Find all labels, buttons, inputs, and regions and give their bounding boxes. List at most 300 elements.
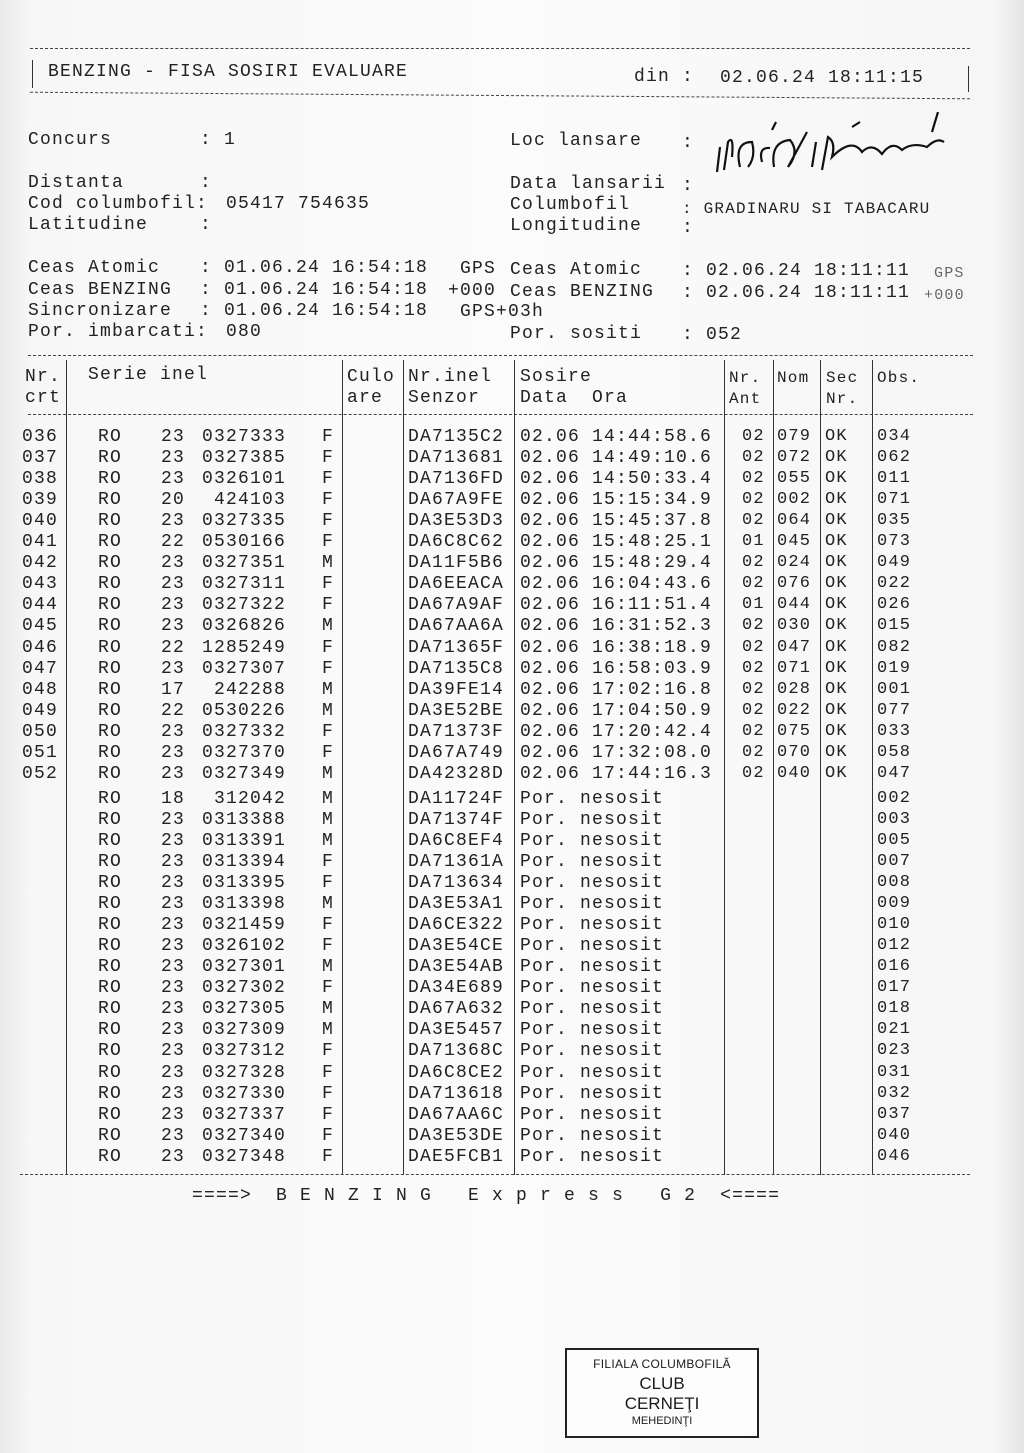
sex: F [322, 936, 335, 957]
sensor-id: DA71365F [408, 637, 505, 658]
sensor-id: DA67A632 [408, 999, 505, 1020]
arrival-time: Por. nesosit [520, 1146, 665, 1167]
latitudine-value: : [200, 215, 213, 235]
row-number: 048 [22, 679, 59, 700]
country: RO [98, 427, 123, 447]
sensor-id: DA3E52BE [408, 700, 505, 721]
ring-year: 23 [161, 999, 186, 1020]
longitudine-value: : [682, 218, 695, 238]
row-number: 046 [22, 637, 59, 658]
ring-year: 23 [161, 1125, 186, 1146]
arrival-time: 02.06 16:38:18.9 [520, 637, 713, 658]
sec-status: OK [825, 448, 848, 468]
sensor-id: DA6C8C62 [408, 532, 505, 553]
sex: M [322, 999, 335, 1020]
row-number: 036 [22, 427, 59, 447]
sec-status: OK [825, 595, 848, 615]
row-number: 043 [22, 574, 59, 595]
latitudine-label: Latitudine [28, 215, 149, 235]
ring-year: 23 [161, 957, 186, 978]
sensor-id: DA39FE14 [408, 679, 505, 700]
country: RO [98, 1041, 123, 1062]
sec-status: OK [825, 490, 848, 510]
ring-number: 0313395 [201, 873, 286, 894]
obs: 058 [877, 742, 912, 762]
divider [30, 48, 970, 49]
nr-ant: 02 [742, 721, 765, 741]
sex: F [322, 742, 335, 763]
nr-ant: 02 [742, 658, 765, 678]
ring-number: 0327333 [201, 427, 286, 447]
row-number: 047 [22, 658, 59, 679]
obs: 015 [877, 616, 912, 636]
loc-lansare-label: Loc lansare [510, 131, 643, 151]
column-divider [872, 360, 873, 1175]
nom: 044 [777, 595, 812, 615]
sex: F [322, 1146, 335, 1167]
sex: F [322, 511, 335, 532]
obs: 031 [877, 1062, 912, 1082]
ring-year: 23 [161, 595, 186, 616]
ring-number: 424103 [213, 490, 286, 511]
arrival-time: 02.06 17:44:16.3 [520, 763, 713, 784]
ring-year: 23 [161, 553, 186, 574]
country: RO [98, 1146, 123, 1167]
concurs-value: : 1 [200, 130, 237, 150]
ring-year: 23 [161, 873, 186, 894]
por-sositi-label: Por. sositi [510, 324, 643, 344]
obs: 082 [877, 637, 912, 657]
nom: 071 [777, 658, 812, 678]
divider [28, 414, 973, 415]
ring-number: 0326826 [201, 616, 286, 637]
header-obs: Obs. [877, 369, 921, 387]
ring-year: 23 [161, 830, 186, 851]
row-number: 049 [22, 700, 59, 721]
clock-value: : 02.06.24 18:11:11 [682, 283, 911, 303]
column-divider [514, 360, 515, 1175]
nom: 022 [777, 700, 812, 720]
sex: F [322, 1062, 335, 1083]
country: RO [98, 830, 123, 851]
country: RO [98, 595, 123, 616]
sec-status: OK [825, 574, 848, 594]
arrival-time: Por. nesosit [520, 1104, 665, 1125]
handwritten-location-signature [712, 112, 962, 192]
obs: 007 [877, 852, 912, 871]
header-nr-inel: Nr.inel [408, 367, 493, 387]
ring-number: 1285249 [201, 637, 286, 658]
divider [30, 92, 970, 100]
arrival-time: Por. nesosit [520, 1125, 665, 1146]
arrival-time: 02.06 16:04:43.6 [520, 574, 713, 595]
sex: M [322, 679, 335, 700]
country: RO [98, 637, 123, 658]
row-number: 037 [22, 448, 59, 469]
obs: 073 [877, 532, 912, 552]
sex: M [322, 957, 335, 978]
sex: F [322, 469, 335, 490]
ring-number: 0327335 [201, 511, 286, 532]
ring-number: 0327311 [201, 574, 286, 595]
sex: F [322, 637, 335, 658]
ring-year: 22 [161, 700, 186, 721]
ring-year: 23 [161, 894, 186, 915]
clock-value: : 01.06.24 16:54:18 [200, 280, 429, 300]
obs: 032 [877, 1083, 912, 1103]
nom: 076 [777, 574, 812, 594]
country: RO [98, 616, 123, 637]
obs: 026 [877, 595, 912, 615]
columbofil-value: : GRADINARU SI TABACARU [682, 200, 931, 218]
sex: M [322, 809, 335, 830]
obs: 047 [877, 763, 912, 783]
row-number: 052 [22, 763, 59, 784]
loc-lansare-value: : [682, 133, 695, 153]
nr-ant: 02 [742, 616, 765, 636]
sensor-id: DA713618 [408, 1083, 505, 1104]
ring-year: 18 [161, 788, 186, 809]
nr-ant: 02 [742, 427, 765, 446]
sensor-id: DA34E689 [408, 978, 505, 999]
arrival-time: Por. nesosit [520, 809, 665, 830]
sensor-id: DA3E5457 [408, 1020, 505, 1041]
clock-suffix: GPS+03h [460, 302, 545, 322]
ring-year: 23 [161, 1062, 186, 1083]
nom: 028 [777, 679, 812, 699]
ring-number: 0530166 [201, 532, 286, 553]
country: RO [98, 700, 123, 721]
sensor-id: DA71361A [408, 852, 505, 872]
sec-status: OK [825, 742, 848, 762]
nom: 072 [777, 448, 812, 468]
sex: F [322, 852, 335, 872]
ring-year: 23 [161, 469, 186, 490]
sex: M [322, 788, 335, 809]
obs: 005 [877, 830, 912, 850]
ring-year: 23 [161, 1083, 186, 1104]
ring-number: 0327302 [201, 978, 286, 999]
stamp-line: CLUB [639, 1374, 685, 1393]
sex: F [322, 873, 335, 894]
ring-number: 0327348 [201, 1146, 286, 1167]
country: RO [98, 532, 123, 553]
concurs-label: Concurs [28, 130, 113, 150]
stamp-line: MEHEDINŢI [631, 1415, 693, 1427]
sex: F [322, 1083, 335, 1104]
ring-year: 23 [161, 978, 186, 999]
country: RO [98, 999, 123, 1020]
sec-status: OK [825, 763, 848, 783]
sex: F [322, 1104, 335, 1125]
row-number: 051 [22, 742, 59, 763]
por-sositi-value: : 052 [682, 325, 743, 345]
por-imbarcati-value: 080 [226, 322, 263, 342]
sec-status: OK [825, 700, 848, 720]
sex: F [322, 448, 335, 469]
stamp-line: FILIALA COLUMBOFILĂ [593, 1357, 731, 1371]
header-senzor: Senzor [408, 388, 481, 408]
sensor-id: DA71373F [408, 721, 505, 742]
row-number: 041 [22, 532, 59, 553]
sensor-id: DAE5FCB1 [408, 1146, 505, 1167]
ring-year: 23 [161, 1041, 186, 1062]
nr-ant: 02 [742, 511, 765, 531]
arrival-time: Por. nesosit [520, 915, 665, 936]
ring-year: 23 [161, 809, 186, 830]
sec-status: OK [825, 469, 848, 489]
obs: 033 [877, 721, 912, 741]
ring-number: 0327322 [201, 595, 286, 616]
sex: M [322, 894, 335, 915]
print-date: 02.06.24 18:11:15 [720, 68, 925, 88]
row-number: 050 [22, 721, 59, 742]
clock-suffix: GPS [934, 265, 965, 282]
sensor-id: DA713681 [408, 448, 505, 469]
arrival-time: 02.06 17:32:08.0 [520, 742, 713, 763]
ring-number: 0327307 [201, 658, 286, 679]
clock-value: : 01.06.24 16:54:18 [200, 301, 429, 321]
obs: 022 [877, 574, 912, 594]
ring-number: 0313391 [201, 830, 286, 851]
sec-status: OK [825, 427, 848, 446]
obs: 049 [877, 553, 912, 573]
arrival-time: Por. nesosit [520, 936, 665, 957]
sensor-id: DA7135C8 [408, 658, 505, 679]
nom: 002 [777, 490, 812, 510]
nom: 079 [777, 427, 812, 446]
column-divider [66, 360, 67, 1175]
sex: F [322, 427, 335, 447]
clock-suffix: +000 [924, 287, 965, 304]
nr-ant: 02 [742, 448, 765, 468]
ring-year: 20 [161, 490, 186, 511]
arrival-time: Por. nesosit [520, 999, 665, 1020]
country: RO [98, 658, 123, 679]
country: RO [98, 490, 123, 511]
ring-year: 23 [161, 763, 186, 784]
arrival-time: 02.06 15:48:29.4 [520, 553, 713, 574]
sensor-id: DA67AA6C [408, 1104, 505, 1125]
ring-year: 23 [161, 742, 186, 763]
longitudine-label: Longitudine [510, 216, 643, 236]
arrival-time: Por. nesosit [520, 978, 665, 999]
country: RO [98, 894, 123, 915]
clock-label: Ceas Atomic [28, 258, 161, 278]
sex: F [322, 1125, 335, 1146]
clock-value: : 01.06.24 16:54:18 [200, 258, 429, 278]
obs: 011 [877, 469, 912, 489]
sex: M [322, 1020, 335, 1041]
obs: 008 [877, 873, 912, 893]
data-lansarii-label: Data lansarii [510, 174, 667, 194]
sex: F [322, 658, 335, 679]
nr-ant: 01 [742, 595, 765, 615]
ring-year: 23 [161, 448, 186, 469]
club-stamp [565, 1348, 759, 1438]
country: RO [98, 1083, 123, 1104]
country: RO [98, 936, 123, 957]
ring-number: 0327385 [201, 448, 286, 469]
arrival-time: 02.06 17:04:50.9 [520, 700, 713, 721]
sensor-id: DA6CE322 [408, 915, 505, 936]
clock-label: Sincronizare [28, 301, 173, 321]
footer-banner: ====> B E N Z I N G E x p r e s s G 2 <==== [192, 1186, 781, 1206]
country: RO [98, 788, 123, 809]
arrival-time: 02.06 16:58:03.9 [520, 658, 713, 679]
obs: 010 [877, 915, 912, 935]
nr-ant: 02 [742, 637, 765, 657]
ring-number: 0327305 [201, 999, 286, 1020]
obs: 071 [877, 490, 912, 510]
country: RO [98, 957, 123, 978]
sensor-id: DA6C8EF4 [408, 830, 505, 851]
nom: 047 [777, 637, 812, 657]
arrival-time: 02.06 14:44:58.6 [520, 427, 713, 447]
cod-columbofil-value: 05417 754635 [226, 194, 371, 214]
sec-status: OK [825, 679, 848, 699]
header-crt: crt [25, 388, 62, 408]
sensor-id: DA3E53D3 [408, 511, 505, 532]
header-sec: Sec [826, 369, 859, 387]
arrival-time: 02.06 17:20:42.4 [520, 721, 713, 742]
ring-year: 23 [161, 574, 186, 595]
ring-year: 23 [161, 1020, 186, 1041]
date-label: din : [634, 67, 695, 87]
row-number: 038 [22, 469, 59, 490]
ring-year: 23 [161, 616, 186, 637]
ring-year: 17 [161, 679, 186, 700]
obs: 016 [877, 957, 912, 977]
nr-ant: 02 [742, 553, 765, 573]
country: RO [98, 511, 123, 532]
country: RO [98, 852, 123, 872]
clock-label: Ceas BENZING [28, 280, 173, 300]
arrival-time: 02.06 14:49:10.6 [520, 448, 713, 469]
ring-year: 23 [161, 915, 186, 936]
ring-year: 22 [161, 532, 186, 553]
ring-number: 0327340 [201, 1125, 286, 1146]
country: RO [98, 1020, 123, 1041]
country: RO [98, 742, 123, 763]
arrival-time: 02.06 17:02:16.8 [520, 679, 713, 700]
sensor-id: DA713634 [408, 873, 505, 894]
sex: F [322, 721, 335, 742]
arrival-time: 02.06 14:50:33.4 [520, 469, 713, 490]
cod-columbofil-label: Cod columbofil: [28, 194, 209, 214]
nr-ant: 02 [742, 679, 765, 699]
ring-number: 0327328 [201, 1062, 286, 1083]
ring-number: 0327312 [201, 1041, 286, 1062]
country: RO [98, 763, 123, 784]
header-ant: Ant [729, 390, 762, 408]
ring-number: 0326101 [201, 469, 286, 490]
obs: 040 [877, 1125, 912, 1145]
ring-year: 23 [161, 1146, 186, 1167]
obs: 077 [877, 700, 912, 720]
row-number: 044 [22, 595, 59, 616]
obs: 035 [877, 511, 912, 531]
ring-number: 0327351 [201, 553, 286, 574]
nom: 070 [777, 742, 812, 762]
column-divider [773, 360, 774, 1175]
sex: M [322, 553, 335, 574]
arrival-time: 02.06 15:48:25.1 [520, 532, 713, 553]
data-lansarii-value: : [682, 176, 695, 196]
row-number: 042 [22, 553, 59, 574]
nom: 024 [777, 553, 812, 573]
obs: 019 [877, 658, 912, 678]
nom: 030 [777, 616, 812, 636]
sex: M [322, 763, 335, 784]
sec-status: OK [825, 637, 848, 657]
sex: F [322, 532, 335, 553]
nr-ant: 02 [742, 490, 765, 510]
ring-number: 0327301 [201, 957, 286, 978]
row-number: 039 [22, 490, 59, 511]
sex: F [322, 978, 335, 999]
arrival-time: 02.06 16:11:51.4 [520, 595, 713, 616]
nom: 045 [777, 532, 812, 552]
country: RO [98, 679, 123, 700]
sensor-id: DA11724F [408, 788, 505, 809]
ring-number: 0321459 [201, 915, 286, 936]
sensor-id: DA11F5B6 [408, 553, 505, 574]
country: RO [98, 1125, 123, 1146]
nom: 075 [777, 721, 812, 741]
sex: F [322, 574, 335, 595]
obs: 034 [877, 427, 912, 446]
ring-number: 0313394 [201, 852, 286, 872]
arrival-time: 02.06 15:45:37.8 [520, 511, 713, 532]
obs: 003 [877, 809, 912, 829]
sensor-id: DA3E53A1 [408, 894, 505, 915]
arrival-time: Por. nesosit [520, 1083, 665, 1104]
stamp-line: CERNEŢI [624, 1394, 700, 1413]
nr-ant: 02 [742, 742, 765, 762]
nr-ant: 02 [742, 700, 765, 720]
ring-number: 0313398 [201, 894, 286, 915]
ring-number: 0327370 [201, 742, 286, 763]
obs: 001 [877, 679, 912, 699]
column-divider [820, 360, 821, 1175]
header-sosire: Sosire [520, 367, 593, 387]
sex: M [322, 616, 335, 637]
arrival-time: Por. nesosit [520, 894, 665, 915]
arrival-time: Por. nesosit [520, 788, 665, 809]
ring-year: 23 [161, 427, 186, 447]
arrival-time: Por. nesosit [520, 1062, 665, 1083]
clock-label: Ceas BENZING [510, 282, 655, 302]
sensor-id: DA67A9AF [408, 595, 505, 616]
arrival-time: Por. nesosit [520, 873, 665, 894]
obs: 018 [877, 999, 912, 1019]
country: RO [98, 809, 123, 830]
ring-year: 23 [161, 658, 186, 679]
header-culoare-2: are [347, 388, 384, 408]
columbofil-label: Columbofil [510, 195, 631, 215]
ring-year: 23 [161, 936, 186, 957]
header-nom: Nom [777, 369, 810, 387]
sec-status: OK [825, 553, 848, 573]
divider [28, 355, 973, 356]
distanta-value: : [200, 173, 213, 193]
arrival-time: Por. nesosit [520, 830, 665, 851]
sensor-id: DA3E54CE [408, 936, 505, 957]
column-divider [403, 360, 404, 1175]
header-serie-inel: Serie inel [88, 365, 209, 385]
nom: 064 [777, 511, 812, 531]
